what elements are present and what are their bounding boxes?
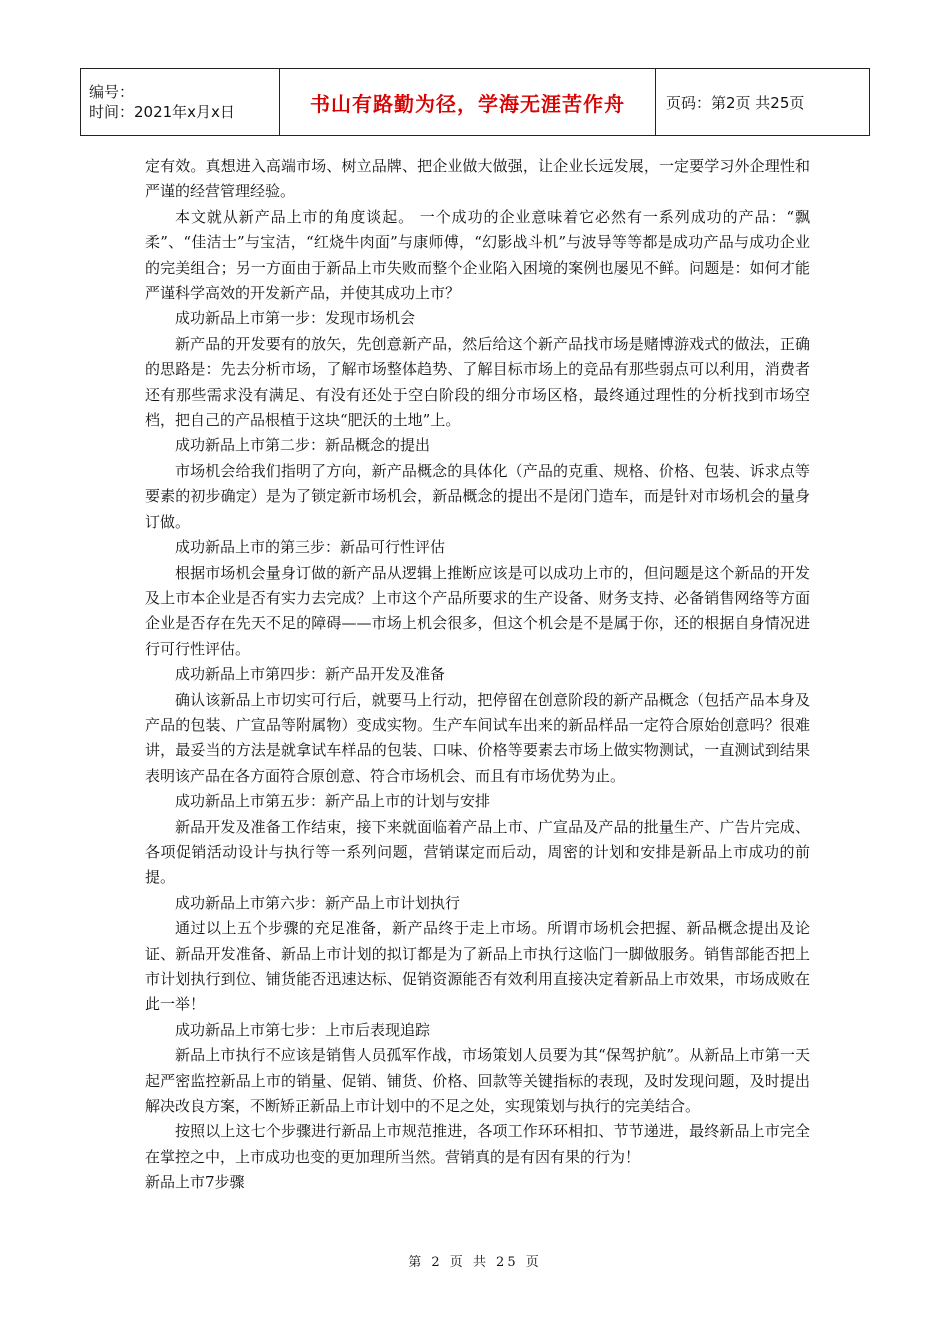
document-number-label: 编号： xyxy=(89,83,135,101)
section-heading: 成功新品上市第四步：新产品开发及准备 xyxy=(175,665,446,684)
page-footer: 第 2 页 共 25 页 xyxy=(408,1255,542,1270)
paragraph: 新品开发及准备工作结束，接下来就面临着产品上市、广宣品及产品的批量生产、广告片完成、各项促销活动设计与执行等一系列问题，营销谋定而后动，周密的计划和安排是新品上市成功的前提。 xyxy=(145,817,810,887)
section-heading: 成功新品上市第七步：上市后表现追踪 xyxy=(175,1020,431,1039)
paragraph: 市场机会给我们指明了方向，新产品概念的具体化（产品的克重、规格、价格、包装、诉求点等要素的初步确定）是为了锁定新市场机会，新品概念的提出不是闭门造车，而是针对市场机会的量身订做。 xyxy=(145,461,810,531)
section-heading: 成功新品上市第六步：新产品上市计划执行 xyxy=(175,893,461,912)
header-motto: 书山有路勤为径，学海无涯苦作舟 xyxy=(280,69,656,136)
paragraph: 定有效。真想进入高端市场、树立品牌、把企业做大做强，让企业长远发展，一定要学习外企理性和严谨的经营管理经验。 xyxy=(145,157,810,201)
article-body xyxy=(145,154,810,1196)
closing-title: 新品上市7步骤 xyxy=(145,1173,245,1192)
section-heading: 成功新品上市第二步：新品概念的提出 xyxy=(175,436,431,455)
paragraph: 通过以上五个步骤的充足准备，新产品终于走上市场。所谓市场机会把握、新品概念提出及论证、新品开发准备、新品上市计划的拟订都是为了新品上市执行这临门一脚做服务。销售部能否把上市计划执行到位、铺货能否迅速达标、促销资源能否有效利用直接决定着新品上市效果，市场成败在此一举！ xyxy=(145,919,810,1014)
section-heading: 成功新品上市的第三步：新品可行性评估 xyxy=(175,538,446,557)
document-date-label: 时间：2021年x月x日 xyxy=(89,103,235,121)
paragraph: 按照以上这七个步骤进行新品上市规范推进，各项工作环环相扣、节节递进，最终新品上市完全在掌控之中，上市成功也变的更加理所当然。营销真的是有因有果的行为！ xyxy=(145,1122,810,1166)
header-meta xyxy=(81,69,280,136)
page-header xyxy=(80,68,870,136)
paragraph: 确认该新品上市切实可行后，就要马上行动，把停留在创意阶段的新产品概念（包括产品本身及产品的包装、广宣品等附属物）变成实物。生产车间试车出来的新品样品一定符合原始创意吗？很难讲，最妥当的方法是就拿试车样品的包装、口味、价格等要素去市场上做实物测试，一直测试到结果表明该产品在各方面符合原创意、符合市场机会、而且有市场优势为止。 xyxy=(145,690,810,785)
section-heading: 成功新品上市第一步：发现市场机会 xyxy=(175,309,416,328)
paragraph: 根据市场机会量身订做的新产品从逻辑上推断应该是可以成功上市的，但问题是这个新品的开发及上市本企业是否有实力去完成？上市这个产品所要求的生产设备、财务支持、必备销售网络等方面企业是否存在先天不足的障碍——市场上机会很多，但这个机会是不是属于你，还的根据自身情况进行可行性评估。 xyxy=(145,563,810,658)
header-page-number: 页码：第2页 共25页 xyxy=(656,69,870,136)
paragraph: 本文就从新产品上市的角度谈起。 一个成功的企业意味着它必然有一系列成功的产品：“飘柔”、“佳洁士”与宝洁，“红烧牛肉面”与康师傅，“幻影战斗机”与波导等等都是成功产品与成功企业的完美组合；另一方面由于新品上市失败而整个企业陷入困境的案例也屡见不鲜。问题是：如何才能严谨科学高效的开发新产品，并使其成功上市？ xyxy=(145,207,810,303)
section-heading: 成功新品上市第五步：新产品上市的计划与安排 xyxy=(175,792,491,811)
paragraph: 新品上市执行不应该是销售人员孤军作战，市场策划人员要为其“保驾护航”。从新品上市第一天起严密监控新品上市的销量、促销、铺货、价格、回款等关键指标的表现，及时发现问题，及时提出解决改良方案，不断矫正新品上市计划中的不足之处，实现策划与执行的完美结合。 xyxy=(145,1046,810,1116)
paragraph: 新产品的开发要有的放矢，先创意新产品，然后给这个新产品找市场是赌博游戏式的做法，正确的思路是：先去分析市场，了解市场整体趋势、了解目标市场上的竞品有那些弱点可以利用，消费者还有那些需求没有满足、有没有还处于空白阶段的细分市场区格，最终通过理性的分析找到市场空档，把自己的产品根植于这块“肥沃的土地”上。 xyxy=(145,334,810,430)
